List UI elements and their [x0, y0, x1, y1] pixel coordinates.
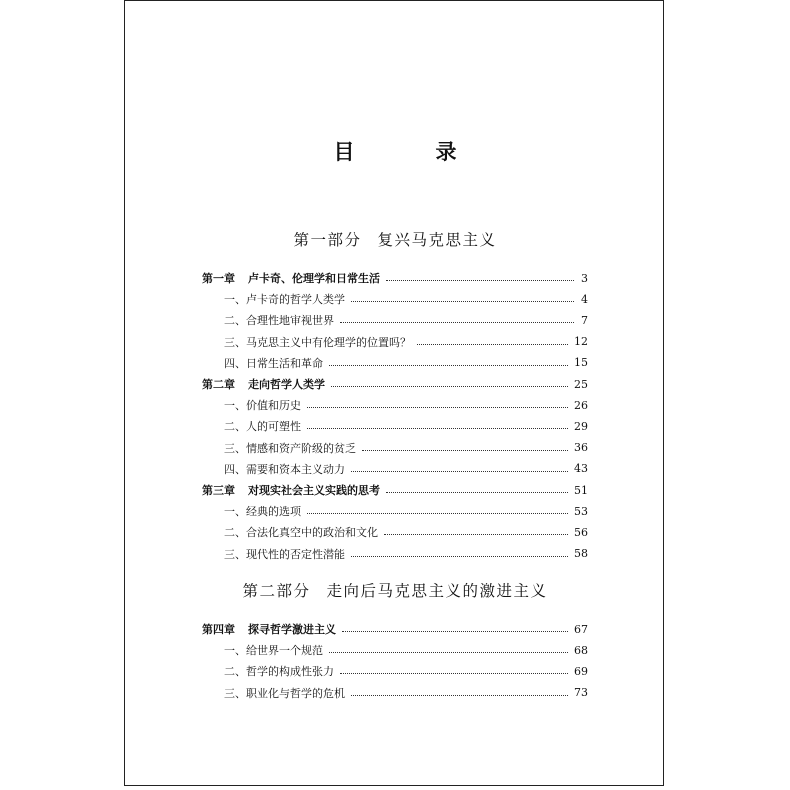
dot-leader — [329, 651, 568, 653]
toc-chapter-row[interactable] — [202, 480, 588, 500]
section-title: 二、合法化真空中的政治和文化 — [224, 526, 378, 540]
page-number: 36 — [574, 441, 588, 455]
chapter-title: 走向哲学人类学 — [248, 378, 325, 391]
toc-section-row[interactable] — [224, 332, 588, 352]
toc-section-row[interactable] — [224, 501, 588, 521]
toc-section-row[interactable] — [224, 544, 588, 564]
section-title: 二、哲学的构成性张力 — [224, 665, 334, 679]
section-title: 一、给世界一个规范 — [224, 644, 323, 658]
page-number: 4 — [581, 292, 588, 306]
toc-section-row[interactable] — [224, 640, 588, 660]
toc-section-row[interactable] — [224, 416, 588, 436]
section-title: 一、价值和历史 — [224, 399, 301, 413]
dot-leader — [351, 300, 574, 302]
page-title: 目 录 — [333, 139, 487, 164]
dot-leader — [384, 533, 568, 535]
dot-leader — [307, 427, 568, 429]
section-title: 三、情感和资产阶级的贫乏 — [224, 441, 356, 455]
dot-leader — [386, 491, 568, 493]
chapter-title: 探寻哲学激进主义 — [248, 623, 336, 636]
chapter-number: 第四章 — [202, 623, 235, 636]
page-number: 3 — [581, 271, 588, 285]
section-title: 三、现代性的否定性潜能 — [224, 547, 345, 561]
dot-leader — [331, 385, 568, 387]
chapter-title: 对现实社会主义实践的思考 — [248, 484, 380, 497]
toc-section-row[interactable] — [224, 459, 588, 479]
section-title: 一、经典的选项 — [224, 505, 301, 519]
part-heading-1 — [0, 228, 790, 250]
page-number: 69 — [574, 664, 588, 678]
part-label: 第二部分 — [242, 582, 311, 600]
dot-leader — [342, 630, 568, 632]
toc-section-row[interactable] — [224, 289, 588, 309]
page-number: 53 — [574, 504, 588, 518]
page-number: 7 — [581, 313, 588, 327]
dot-leader — [351, 555, 568, 557]
dot-leader — [329, 364, 568, 366]
toc-section-row[interactable] — [224, 395, 588, 415]
page-number: 15 — [574, 356, 588, 370]
toc-section-row[interactable] — [224, 683, 588, 703]
dot-leader — [351, 470, 568, 472]
dot-leader — [340, 672, 568, 674]
toc-section-row[interactable] — [224, 522, 588, 542]
toc-section-row[interactable] — [224, 438, 588, 458]
page-number: 43 — [574, 462, 588, 476]
dot-leader — [386, 279, 574, 281]
toc-chapter-row[interactable] — [202, 268, 588, 288]
dot-leader — [307, 512, 568, 514]
toc-section-row[interactable] — [224, 310, 588, 330]
toc-section-row[interactable] — [224, 661, 588, 681]
page-number: 67 — [574, 622, 588, 636]
dot-leader — [417, 343, 568, 345]
section-title: 三、马克思主义中有伦理学的位置吗？ — [224, 335, 411, 349]
part-label: 第一部分 — [293, 231, 362, 249]
dot-leader — [307, 406, 568, 408]
part-heading-2 — [0, 579, 790, 601]
dot-leader — [362, 449, 568, 451]
page-number: 12 — [574, 335, 588, 349]
page-number: 58 — [574, 547, 588, 561]
page-number: 26 — [574, 398, 588, 412]
dot-leader — [340, 321, 574, 323]
page-number: 56 — [574, 525, 588, 539]
section-title: 三、职业化与哲学的危机 — [224, 686, 345, 700]
page-number: 25 — [574, 377, 588, 391]
part-name: 走向后马克思主义的激进主义 — [326, 582, 548, 600]
chapter-number: 第二章 — [202, 378, 235, 391]
page-number: 51 — [574, 483, 588, 497]
section-title: 二、人的可塑性 — [224, 420, 301, 434]
section-title: 四、需要和资本主义动力 — [224, 462, 345, 476]
page-number: 68 — [574, 643, 588, 657]
toc-section-row[interactable] — [224, 353, 588, 373]
toc-chapter-row[interactable] — [202, 619, 588, 639]
page-number: 73 — [574, 686, 588, 700]
page-number: 29 — [574, 419, 588, 433]
section-title: 四、日常生活和革命 — [224, 356, 323, 370]
section-title: 二、合理性地审视世界 — [224, 314, 334, 328]
chapter-title: 卢卡奇、伦理学和日常生活 — [248, 272, 380, 285]
dot-leader — [351, 694, 568, 696]
chapter-number: 第一章 — [202, 272, 235, 285]
part-name: 复兴马克思主义 — [377, 231, 497, 249]
chapter-number: 第三章 — [202, 484, 235, 497]
section-title: 一、卢卡奇的哲学人类学 — [224, 293, 345, 307]
toc-chapter-row[interactable] — [202, 374, 588, 394]
